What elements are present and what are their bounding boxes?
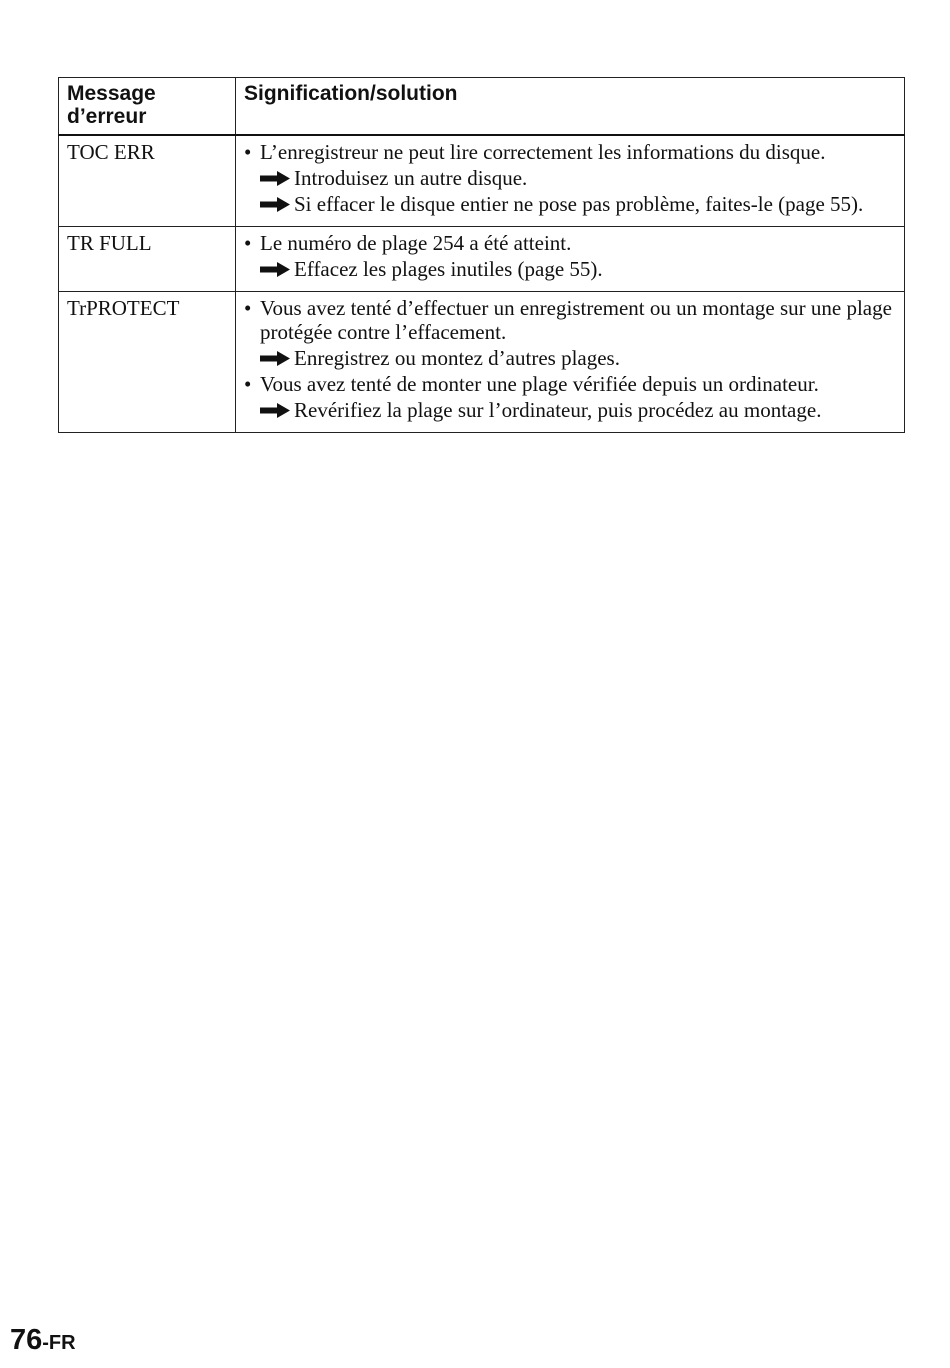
- cause-item: [244, 140, 896, 164]
- arrow-right-icon: [260, 403, 290, 418]
- table-header-row: [59, 78, 905, 136]
- solution-text: Introduisez un autre disque.: [294, 166, 528, 190]
- solution-text: Si effacer le disque entier ne pose pas problème, faites-le (page 55).: [294, 192, 864, 216]
- arrow-right-icon: [260, 351, 290, 366]
- cause-text: Le numéro de plage 254 a été atteint.: [260, 231, 572, 255]
- message-cell: TR FULL: [59, 227, 236, 292]
- solution-cell: [236, 135, 905, 227]
- solution-item: [244, 398, 896, 422]
- header-message-line-2: d’erreur: [67, 105, 147, 128]
- bullet-icon: •: [244, 296, 252, 320]
- solution-item: [244, 166, 896, 190]
- page-number: [10, 1322, 76, 1361]
- error-message-table: [58, 77, 905, 433]
- cause-item: [244, 296, 896, 344]
- bullet-icon: •: [244, 231, 252, 255]
- table-row: [59, 292, 905, 433]
- solution-item: [244, 192, 896, 216]
- table-row: [59, 135, 905, 227]
- arrow-right-icon: [260, 197, 290, 212]
- table-row: [59, 227, 905, 292]
- cause-text: Vous avez tenté de monter une plage vérifiée depuis un ordinateur.: [260, 372, 819, 396]
- header-message-line-1: Message: [67, 82, 156, 105]
- solution-text: Enregistrez ou montez d’autres plages.: [294, 346, 620, 370]
- cause-text: L’enregistreur ne peut lire correctement les informations du disque.: [260, 140, 826, 164]
- cause-item: [244, 231, 896, 255]
- cause-text: Vous avez tenté d’effectuer un enregistrement ou un montage sur une plage protégée contre l’effacement.: [260, 296, 892, 344]
- solution-text: Revérifiez la plage sur l’ordinateur, puis procédez au montage.: [294, 398, 822, 422]
- arrow-right-icon: [260, 262, 290, 277]
- bullet-icon: •: [244, 140, 252, 164]
- solution-text: Effacez les plages inutiles (page 55).: [294, 257, 603, 281]
- page-number-value: 76: [10, 1324, 43, 1356]
- table-body: [59, 135, 905, 433]
- solution-item: [244, 257, 896, 281]
- cause-item: [244, 372, 896, 396]
- solution-cell: [236, 227, 905, 292]
- page-number-suffix: -FR: [42, 1332, 76, 1354]
- solution-item: [244, 346, 896, 370]
- header-solution: Signification/solution: [236, 78, 905, 136]
- arrow-right-icon: [260, 171, 290, 186]
- bullet-icon: •: [244, 372, 252, 396]
- solution-cell: [236, 292, 905, 433]
- header-message: [59, 78, 236, 136]
- message-cell: TOC ERR: [59, 135, 236, 227]
- message-cell: TrPROTECT: [59, 292, 236, 433]
